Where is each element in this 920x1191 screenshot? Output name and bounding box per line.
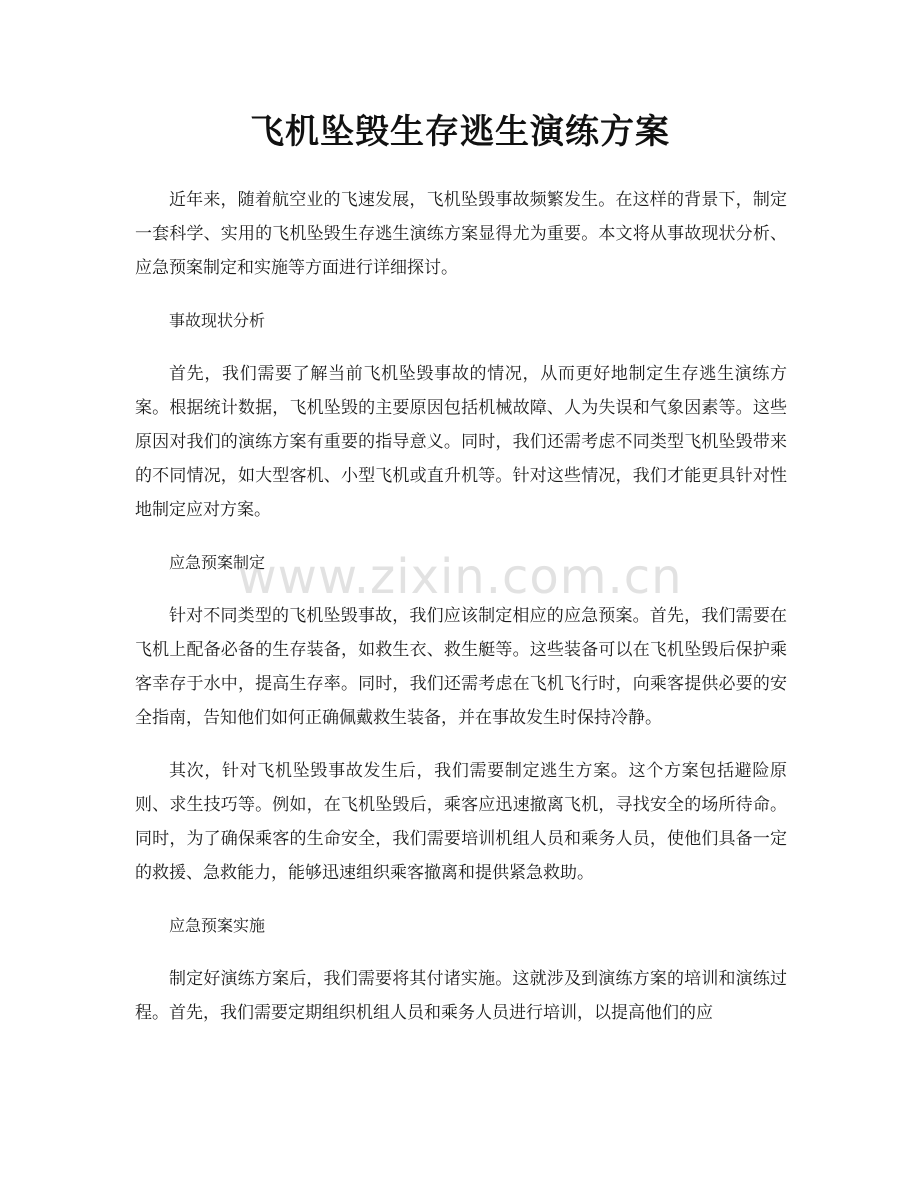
watermark: www.zixin.com.cn bbox=[237, 549, 683, 605]
document-body bbox=[135, 183, 787, 1049]
body-paragraph: 针对不同类型的飞机坠毁事故，我们应该制定相应的应急预案。首先，我们需要在飞机上配备必备的生存装备，如救生衣、救生艇等。这些装备可以在飞机坠毁后保护乘客幸存于水中，提高生存率。同时，我们还需考虑在飞机飞行时，向乘客提供必要的安全指南，告知他们如何正确佩戴救生装备，并在事故发生时保持冷静。 bbox=[135, 606, 787, 728]
body-paragraph: 首先，我们需要了解当前飞机坠毁事故的情况，从而更好地制定生存逃生演练方案。根据统计数据，飞机坠毁的主要原因包括机械故障、人为失误和气象因素等。这些原因对我们的演练方案有重要的指导意义。同时，我们还需考虑不同类型飞机坠毁带来的不同情况，如大型客机、小型飞机或直升机等。针对这些情况，我们才能更具针对性地制定应对方案。 bbox=[135, 364, 787, 520]
body-paragraph: 其次，针对飞机坠毁事故发生后，我们需要制定逃生方案。这个方案包括避险原则、求生技巧等。例如，在飞机坠毁后，乘客应迅速撤离飞机，寻找安全的场所待命。同时，为了确保乘客的生命安全，我们需要培训机组人员和乘务人员，使他们具备一定的救援、急救能力，能够迅速组织乘客撤离和提供紧急救助。 bbox=[135, 761, 787, 883]
section-heading-plan-formulation: 应急预案制定 bbox=[169, 553, 266, 572]
body-paragraph: 制定好演练方案后，我们需要将其付诸实施。这就涉及到演练方案的培训和演练过程。首先，我们需要定期组织机组人员和乘务人员进行培训，以提高他们的应 bbox=[135, 969, 787, 1023]
section-heading-accident-analysis: 事故现状分析 bbox=[169, 311, 266, 330]
intro-paragraph: 近年来，随着航空业的飞速发展，飞机坠毁事故频繁发生。在这样的背景下，制定一套科学、实用的飞机坠毁生存逃生演练方案显得尤为重要。本文将从事故现状分析、应急预案制定和实施等方面进行详细探讨。 bbox=[135, 190, 787, 278]
document-title: 飞机坠毁生存逃生演练方案 bbox=[250, 112, 670, 152]
section-heading-plan-implementation: 应急预案实施 bbox=[169, 916, 266, 935]
